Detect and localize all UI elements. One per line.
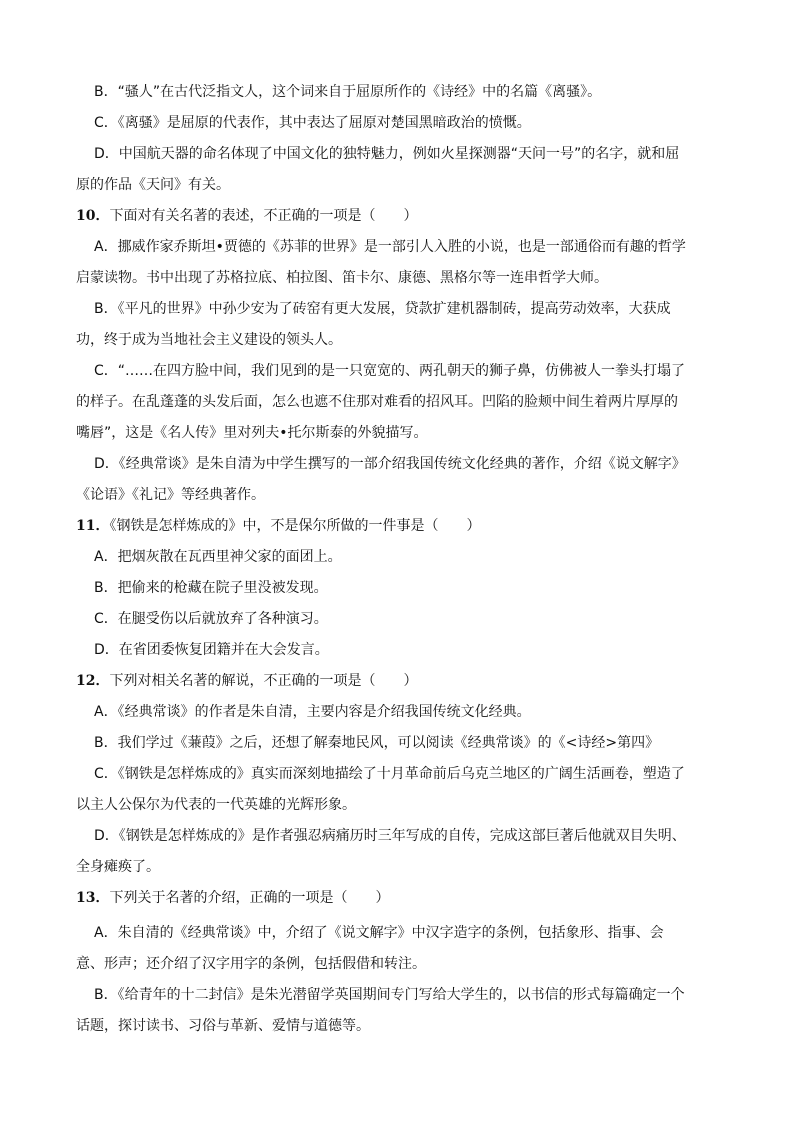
text-line	[76, 392, 678, 412]
line-text: B．《平凡的世界》中孙少安为了砖窑有更大发展，贷款扩建机器制砖，提高劳动效率，大获成	[94, 301, 671, 317]
text-line	[94, 82, 601, 102]
line-text: C．《钢铁是怎样炼成的》真实而深刻地描绘了十月革命前后乌克兰地区的广阔生活画卷，塑造了	[94, 766, 685, 782]
line-text: D．《钢铁是怎样炼成的》是作者强忍病痛历时三年写成的自传，完成这部巨著后他就双目失明、	[94, 828, 686, 844]
text-line	[76, 330, 342, 350]
text-line	[76, 1016, 370, 1036]
line-text: 全身瘫痪了。	[76, 859, 160, 875]
line-text: 功，终于成为当地社会主义建设的领头人。	[76, 332, 342, 348]
line-text: C．《离骚》是屈原的代表作，其中表达了屈原对楚国黑暗政治的愤慨。	[94, 115, 531, 131]
question-line	[76, 206, 417, 226]
question-text: 《钢铁是怎样炼成的》中，不是保尔所做的一件事是（ ）	[109, 518, 481, 534]
line-text: C．在腿受伤以后就放弃了各种演习。	[94, 611, 328, 627]
text-line	[76, 175, 230, 195]
line-text: B．把偷来的枪藏在院子里没被发现。	[94, 580, 328, 596]
line-text: C．“……在四方脸中间，我们见到的是一只宽宽的、两孔朝天的狮子鼻，仿佛被人一拳头打塌了	[94, 363, 686, 379]
line-text: A．把烟灰散在瓦西里神父家的面团上。	[94, 549, 342, 565]
text-line	[94, 985, 685, 1005]
text-line	[94, 113, 531, 133]
text-line	[94, 237, 686, 257]
line-text: B．《给青年的十二封信》是朱光潜留学英国期间专门写给大学生的，以书信的形式每篇确定一个	[94, 987, 685, 1003]
question-number: 13．	[76, 890, 110, 906]
text-line	[76, 795, 356, 815]
text-line	[76, 954, 426, 974]
line-text: 的样子。在乱蓬蓬的头发后面，怎么也遮不住那对难看的招风耳。凹陷的脸颊中间生着两片厚厚的	[76, 394, 678, 410]
question-number: 11．	[76, 518, 110, 534]
line-text: 《论语》《礼记》等经典著作。	[76, 487, 265, 503]
question-line	[76, 516, 480, 536]
line-text: 意、形声；还介绍了汉字用字的条例，包括假借和转注。	[76, 956, 426, 972]
question-line	[76, 671, 417, 691]
question-number: 10．	[76, 208, 110, 224]
text-line	[76, 485, 265, 505]
line-text: D．中国航天器的命名体现了中国文化的独特魅力，例如火星探测器“天问一号”的名字，就和屈	[94, 146, 680, 162]
line-text: B．我们学过《蒹葭》之后，还想了解秦地民风，可以阅读《经典常谈》的《<诗经>第四》	[94, 735, 660, 751]
text-line	[94, 547, 342, 567]
text-line	[76, 268, 608, 288]
line-text: A．朱自清的《经典常谈》中，介绍了《说文解字》中汉字造字的条例，包括象形、指事、会	[94, 925, 664, 941]
text-line	[94, 609, 328, 629]
line-text: 以主人公保尔为代表的一代英雄的光辉形象。	[76, 797, 356, 813]
text-line	[94, 299, 671, 319]
line-text: 原的作品《天问》有关。	[76, 177, 230, 193]
line-text: 嘴唇”，这是《名人传》里对列夫•托尔斯泰的外貌描写。	[76, 425, 428, 441]
line-text: 话题，探讨读书、习俗与革新、爱情与道德等。	[76, 1018, 370, 1034]
text-line	[94, 454, 686, 474]
text-line	[94, 733, 659, 753]
question-number: 12．	[76, 673, 110, 689]
question-text: 下面对有关名著的表述，不正确的一项是（ ）	[109, 208, 418, 224]
question-text: 下列关于名著的介绍，正确的一项是（ ）	[109, 890, 390, 906]
question-text: 下列对相关名著的解说，不正确的一项是（ ）	[109, 673, 418, 689]
question-line	[76, 888, 389, 908]
text-line	[94, 702, 531, 722]
line-text: A．《经典常谈》的作者是朱自清，主要内容是介绍我国传统文化经典。	[94, 704, 531, 720]
line-text: D．《经典常谈》是朱自清为中学生撰写的一部介绍我国传统文化经典的著作，介绍《说文解字》	[94, 456, 686, 472]
line-text: D．在省团委恢复团籍并在大会发言。	[94, 642, 329, 658]
text-line	[76, 857, 160, 877]
text-line	[94, 923, 664, 943]
text-line	[94, 361, 685, 381]
text-line	[94, 640, 329, 660]
text-line	[94, 826, 686, 846]
text-line	[94, 578, 328, 598]
text-line	[76, 423, 428, 443]
line-text: 启蒙读物。书中出现了苏格拉底、柏拉图、笛卡尔、康德、黑格尔等一连串哲学大师。	[76, 270, 608, 286]
text-line	[94, 764, 685, 784]
text-line	[94, 144, 679, 164]
line-text: A．挪威作家乔斯坦•贾德的《苏菲的世界》是一部引人入胜的小说，也是一部通俗而有趣的哲学	[94, 239, 686, 255]
line-text: B．“骚人”在古代泛指文人，这个词来自于屈原所作的《诗经》中的名篇《离骚》。	[94, 84, 602, 100]
